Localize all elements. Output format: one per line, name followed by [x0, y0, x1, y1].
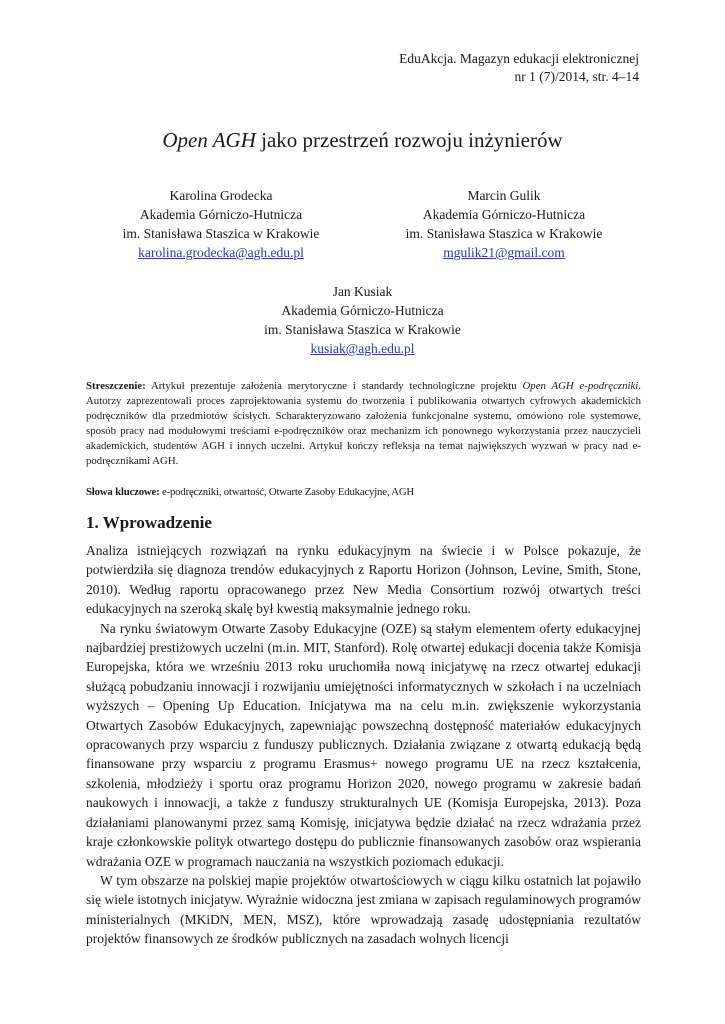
journal-name: EduAkcja. Magazyn edukacji elektronicznej	[399, 51, 639, 66]
author-name: Karolina Grodecka	[169, 188, 273, 203]
author-email-link[interactable]: kusiak@agh.edu.pl	[310, 341, 415, 356]
keywords-label: Słowa kluczowe:	[86, 486, 160, 498]
abstract-text-b: . Autorzy zaprezentowali proces zaprojektowania systemu do tworzenia i publikowania otwartych cyfrowych akademickich podręczników dla przedmiotów ścisłych. Scharakteryzowano założenia funkcjonalne systemu, omówiono role systemowe, sposób pracy nad modułowymi treściami e-podręczników oraz mechanizm ich ponownego wykorzystania przez nauczycieli akademickich, studentów AGH i innych uczelni. Artykuł kończy refleksja na temat największych wyzwań w pracy nad e-podręcznikami AGH.	[86, 380, 641, 467]
paragraph: Analiza istniejących rozwiązań na rynku edukacyjnym na świecie i w Polsce pokazuje, że potwierdziła się diagnoza trendów edukacyjnych z Raportu Horizon (Johnson, Levine, Smith, Stone, 2010). Według raportu opracowanego przez New Media Consortium rozwój otwartych treści edukacyjnych na szeroką skalę był kwestią maksymalnie jednego roku.	[86, 543, 641, 617]
title-rest: jako przestrzeń rozwoju inżynierów	[255, 128, 563, 152]
author-block-2	[384, 186, 624, 262]
author-email-link[interactable]: karolina.grodecka@agh.edu.pl	[138, 245, 304, 260]
author-affiliation: Akademia Górniczo-Hutnicza	[139, 207, 303, 222]
section-body	[86, 541, 641, 949]
keywords	[86, 485, 641, 500]
author-affiliation-city: im. Stanisława Staszica w Krakowie	[264, 322, 461, 337]
author-name: Jan Kusiak	[332, 284, 393, 299]
journal-issue: nr 1 (7)/2014, str. 4–14	[514, 69, 639, 84]
title-italic: Open AGH	[162, 128, 256, 152]
author-email-link[interactable]: mgulik21@gmail.com	[443, 245, 565, 260]
abstract-italic: Open AGH e-podręczniki	[522, 380, 639, 392]
paper-title	[0, 128, 725, 153]
author-block-3	[240, 282, 485, 358]
author-name: Marcin Gulik	[467, 188, 541, 203]
paragraph: Na rynku światowym Otwarte Zasoby Edukacyjne (OZE) są stałym elementem oferty edukacyjnej najbardziej prestiżowych uczelni (m.in. MIT, Stanford). Rolę otwartej edukacji docenia także Komisja Europejska, która we wrześniu 2013 roku uruchomiła nową inicjatywę na rzecz otwartej edukacji służącą pobudzaniu innowacji i rozwijaniu umiejętności informatycznych w szkołach i na uczelniach wyższych – Opening Up Education. Inicjatywa ma na celu m.in. zwiększenie wykorzystania Otwartych Zasobów Edukacyjnych, zapewniając powszechną dostępność materiałów edukacyjnych opracowanych przy wsparciu z funduszy publicznych. Działania związane z otwartą edukacją będą finansowane przy wsparciu z programu Erasmus+ nowego programu UE na rzecz kształcenia, szkolenia, młodzieży i sportu oraz programu Horizon 2020, nowego programu w zakresie badań naukowych i innowacji, a także z funduszy strukturalnych UE (Komisja Europejska, 2013). Poza działaniami planowanymi przez samą Komisję, inicjatywa będzie działać na rzecz wdrażania przez kraje członkowskie polityk otwartego dostępu do publicznie finansowanych zasobów oraz wspierania wdrażania OZE w programach nauczania na wszystkich poziomach edukacji.	[86, 620, 641, 869]
author-affiliation: Akademia Górniczo-Hutnicza	[422, 207, 586, 222]
author-affiliation-city: im. Stanisława Staszica w Krakowie	[122, 226, 320, 241]
abstract	[86, 379, 641, 469]
abstract-text-a: Artykuł prezentuje założenia merytoryczne i standardy technologiczne projektu	[145, 380, 523, 392]
keywords-text: e-podręczniki, otwartość, Otwarte Zasoby Edukacyjne, AGH	[159, 486, 415, 498]
author-affiliation-city: im. Stanisława Staszica w Krakowie	[405, 226, 603, 241]
author-block-1	[103, 186, 339, 262]
section-heading: 1. Wprowadzenie	[86, 513, 212, 532]
author-affiliation: Akademia Górniczo-Hutnicza	[281, 303, 444, 318]
abstract-label: Streszczenie:	[86, 380, 146, 392]
journal-header	[399, 50, 639, 86]
paragraph: W tym obszarze na polskiej mapie projektów otwartościowych w ciągu kilku ostatnich lat pojawiło się wiele istotnych inicjatyw. Wyraźnie widoczna jest zmiana w zapisach regulaminowych programów ministerialnych (MKiDN, MEN, MSZ), które wprowadzają zasadę udostępniania rezultatów projektów finansowych ze środków publicznych na zasadach wolnych licencji	[86, 872, 641, 947]
